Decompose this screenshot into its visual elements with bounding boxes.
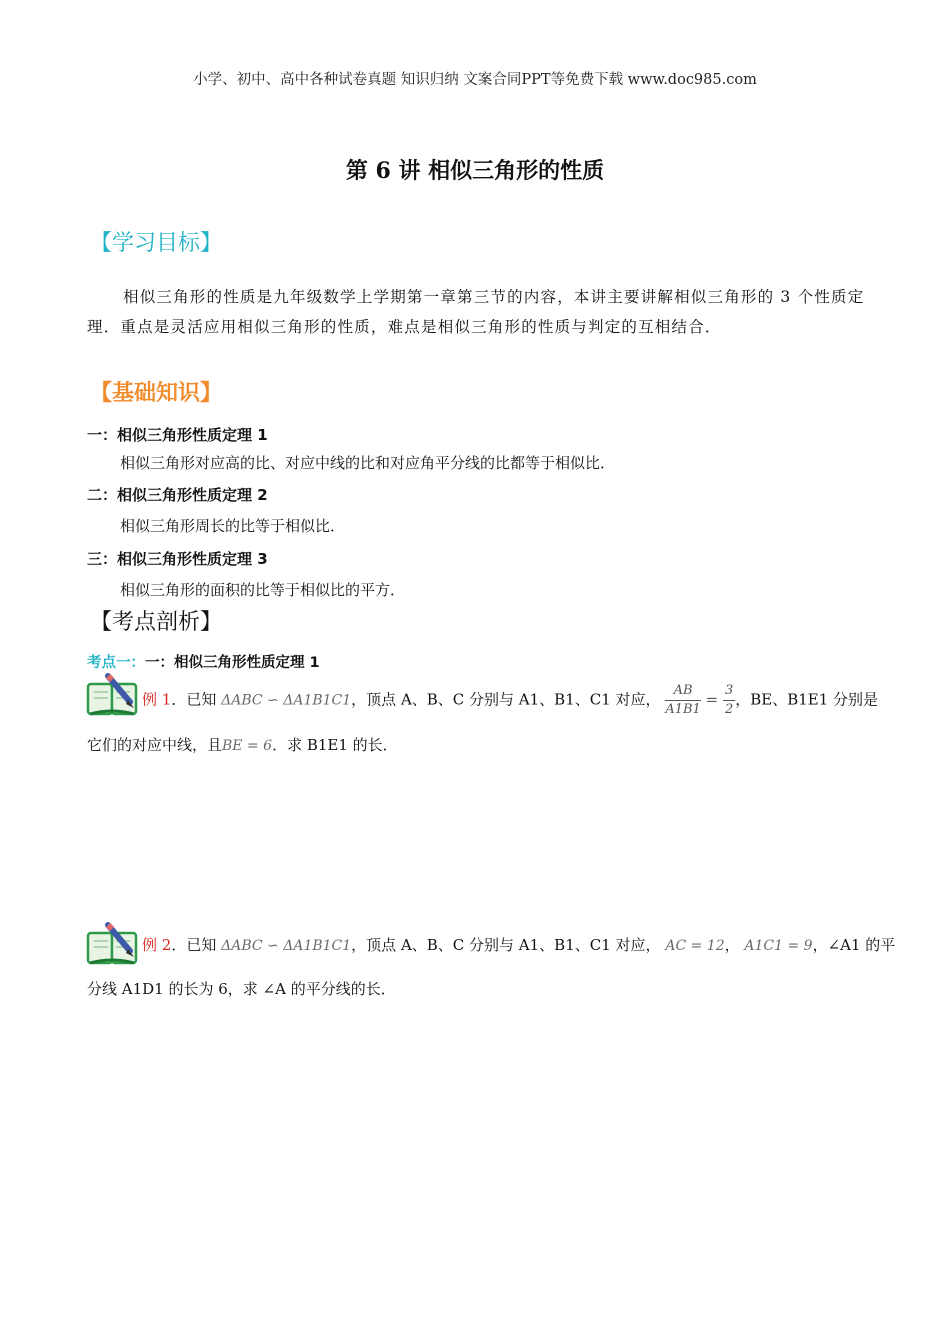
example-1-line-2 [87, 734, 398, 755]
ratio-ab-fraction [665, 682, 700, 719]
theorem-1-label: 一：相似三角形性质定理 1 [87, 426, 268, 444]
example-1-similarity: ΔABC ∽ ΔA1B1C1 [221, 692, 352, 709]
example-1-text-b: ，顶点 A、B、C 分别与 A1、B1、C1 对应， [351, 690, 661, 709]
example-1-text-d: 它们的对应中线，且 [87, 736, 223, 754]
example-2-text-a: ．已知 [171, 936, 217, 954]
theorem-3-text: 相似三角形的面积的比等于相似比的平方． [120, 581, 406, 599]
example-2-given-ac: AC = 12 [665, 938, 725, 954]
basics-heading: 【基础知识】 [90, 381, 223, 406]
example-1-text-a: ．已知 [171, 690, 217, 709]
example-2-text-b: ，顶点 A、B、C 分别与 A1、B1、C1 对应， [351, 936, 661, 954]
ratio-value-fraction [723, 682, 735, 719]
ratio-equals: = [705, 690, 719, 709]
example-2-text-c: ，∠A1 的平 [812, 936, 896, 954]
ratio-denominator: A1B1 [665, 702, 701, 717]
book-pencil-icon [86, 921, 142, 967]
book-pencil-icon [86, 672, 142, 718]
example-2-separator: ， [724, 936, 740, 954]
example-1-label: 例 1 [142, 690, 172, 709]
example-1-line-1 [142, 682, 879, 719]
point-one-prefix: 考点一： [87, 655, 145, 671]
point-one-title: 一：相似三角形性质定理 1 [145, 655, 320, 671]
point-one-line [87, 651, 320, 672]
page-title: 第 6 讲 相似三角形的性质 [345, 158, 605, 184]
theorem-3-label: 三：相似三角形性质定理 3 [87, 550, 268, 568]
page-header: 小学、初中、高中各种试卷真题 知识归纳 文案合同PPT等免费下载 www.doc985.com [193, 72, 757, 88]
ratio-value-denominator: 2 [724, 702, 734, 717]
ratio-value-numerator: 3 [723, 682, 735, 701]
ratio-numerator: AB [665, 682, 700, 701]
theorem-2-label: 二：相似三角形性质定理 2 [87, 486, 268, 504]
example-1-text-c: ，BE、B1E1 分别是 [735, 690, 879, 709]
goals-heading: 【学习目标】 [90, 231, 223, 256]
example-1-question: ．求 B1E1 的长． [272, 736, 398, 754]
theorem-2-text: 相似三角形周长的比等于相似比． [120, 517, 346, 535]
example-2-label: 例 2 [142, 936, 172, 954]
theorem-1-text: 相似三角形对应高的比、对应中线的比和对应角平分线的比都等于相似比． [120, 454, 616, 472]
example-2-line-1 [142, 934, 896, 955]
example-2-similarity: ΔABC ∽ ΔA1B1C1 [221, 938, 352, 954]
example-2-line-2: 分线 A1D1 的长为 6，求 ∠A 的平分线的长． [87, 980, 396, 998]
analysis-heading: 【考点剖析】 [90, 610, 223, 635]
goals-paragraph: 相似三角形的性质是九年级数学上学期第一章第三节的内容，本讲主要讲解相似三角形的 3 个性质定理．重点是灵活应用相似三角形的性质，难点是相似三角形的性质与判定的互相结合． [87, 288, 865, 336]
example-2-given-a1c1: A1C1 = 9 [744, 938, 813, 954]
example-1-given: BE = 6 [222, 738, 273, 754]
